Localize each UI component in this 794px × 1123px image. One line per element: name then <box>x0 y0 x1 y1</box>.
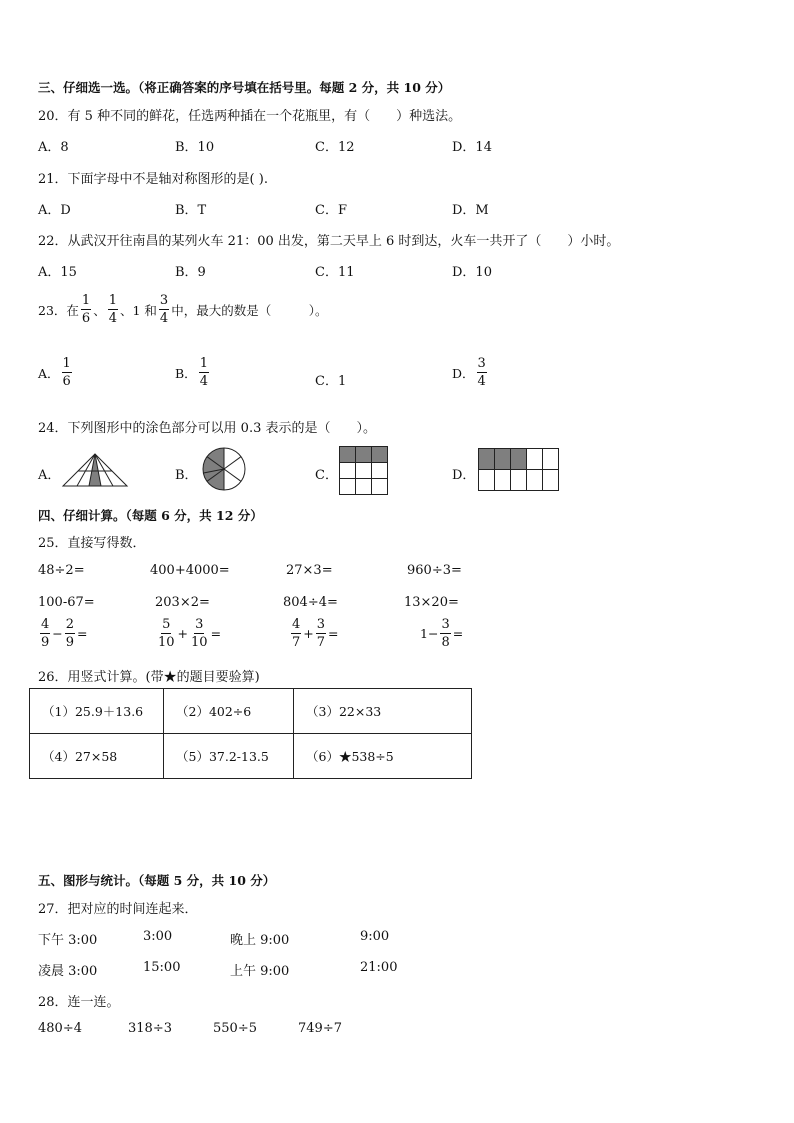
q20-option-d: D．14 <box>452 140 492 155</box>
q24-stem: 24．下列图形中的涂色部分可以用 0.3 表示的是（ ）。 <box>38 421 376 436</box>
q25-stem: 25．直接写得数． <box>38 536 146 551</box>
q26-cell-1: （1）25.9＋13.6 <box>30 689 164 734</box>
q27-r1-item1: 下午 3:00 <box>38 933 98 948</box>
q27-r2-item4: 21:00 <box>360 960 398 975</box>
q20-option-b: B．10 <box>175 140 215 155</box>
q28-stem: 28．连一连。 <box>38 995 120 1010</box>
q27-r1-item3: 晚上 9:00 <box>230 933 290 948</box>
q28-item-4: 749÷7 <box>298 1021 342 1036</box>
q20-option-c: C．12 <box>315 140 355 155</box>
q26-cell-5: （5）37.2-13.5 <box>164 734 294 779</box>
q24-label-b: B． <box>175 468 198 483</box>
q20-option-a: A．8 <box>38 140 69 155</box>
q25-r3-item2: $\frac{5}{10}$ + $\frac{3}{10}$ = <box>158 617 222 650</box>
q25-r3-item3: $\frac{4}{7}$ + $\frac{3}{7}$ = <box>292 617 339 650</box>
q26-cell-3: （3）22×33 <box>294 689 472 734</box>
q24-circle-figure <box>200 446 248 492</box>
q27-stem: 27．把对应的时间连起来． <box>38 902 198 917</box>
q23-option-c: C．1 <box>315 374 347 389</box>
q23-option-b-fraction: $\frac{1}{4}$ <box>199 356 208 389</box>
q23-option-d: D． $\frac{3}{4}$ <box>452 356 486 389</box>
q23-option-a: A． $\frac{1}{6}$ <box>38 356 71 389</box>
q25-r2-item4: 13×20= <box>404 595 459 610</box>
q24-label-d: D． <box>452 468 476 483</box>
q21-option-b: B．T <box>175 203 207 218</box>
q20-stem: 20．有 5 种不同的鲜花，任选两种插在一个花瓶里，有（ ）种选法。 <box>38 109 462 124</box>
q27-r1-item2: 3:00 <box>143 929 173 944</box>
q27-r2-item1: 凌晨 3:00 <box>38 964 98 979</box>
q22-option-b: B．9 <box>175 265 206 280</box>
q22-option-d: D．10 <box>452 265 492 280</box>
q25-r3-item4: 1− $\frac{3}{8}$ = <box>420 617 464 650</box>
q25-r2-item1: 100-67= <box>38 595 95 610</box>
q28-item-3: 550÷5 <box>213 1021 257 1036</box>
q26-stem: 26．用竖式计算。(带★的题目要验算) <box>38 670 260 685</box>
q28-item-1: 480÷4 <box>38 1021 82 1036</box>
q22-stem: 22．从武汉开往南昌的某列火车 21：00 出发，第二天早上 6 时到达，火车一共开了（ ）小时。 <box>38 234 620 249</box>
q24-grid-figure-c <box>339 446 389 496</box>
table-row <box>30 689 472 734</box>
q24-triangle-figure <box>60 452 130 488</box>
q24-grid-figure-d <box>478 448 560 492</box>
q24-label-a: A． <box>38 468 61 483</box>
q26-cell-4: （4）27×58 <box>30 734 164 779</box>
section-5-title: 五、图形与统计。（每题 5 分，共 10 分） <box>38 873 276 888</box>
q25-r1-item2: 400+4000= <box>150 563 230 578</box>
q21-option-d: D．M <box>452 203 489 218</box>
table-row <box>30 734 472 779</box>
q23-option-d-fraction: $\frac{3}{4}$ <box>477 356 486 389</box>
q26-cell-6: （6）★538÷5 <box>294 734 472 779</box>
q23-fraction-3: $\frac{3}{4}$ <box>159 293 169 326</box>
q25-r3-item1: $\frac{4}{9}$ − $\frac{2}{9}$ = <box>41 617 88 650</box>
q22-option-a: A．15 <box>38 265 77 280</box>
q25-r2-item3: 804÷4= <box>283 595 338 610</box>
q25-r1-item1: 48÷2= <box>38 563 85 578</box>
q27-r2-item2: 15:00 <box>143 960 181 975</box>
q23-fraction-2: $\frac{1}{4}$ <box>108 293 117 326</box>
q28-item-2: 318÷3 <box>128 1021 172 1036</box>
q23-option-b: B． $\frac{1}{4}$ <box>175 356 208 389</box>
q25-r1-item3: 27×3= <box>286 563 333 578</box>
q21-option-a: A．D <box>38 203 71 218</box>
q24-label-c: C． <box>315 468 338 483</box>
q21-stem: 21．下面字母中不是轴对称图形的是( ). <box>38 172 268 187</box>
q25-r1-item4: 960÷3= <box>407 563 462 578</box>
q27-r2-item3: 上午 9:00 <box>230 964 290 979</box>
q21-option-c: C．F <box>315 203 347 218</box>
q22-option-c: C．11 <box>315 265 355 280</box>
section-3-title: 三、仔细选一选。（将正确答案的序号填在括号里。每题 2 分，共 10 分） <box>38 80 451 95</box>
q23-option-a-fraction: $\frac{1}{6}$ <box>62 356 71 389</box>
q23-fraction-1: $\frac{1}{6}$ <box>81 293 91 326</box>
section-4-title: 四、仔细计算。（每题 6 分，共 12 分） <box>38 508 263 523</box>
q26-vertical-calc-table <box>29 688 472 779</box>
q27-r1-item4: 9:00 <box>360 929 390 944</box>
q26-cell-2: （2）402÷6 <box>164 689 294 734</box>
q23-stem: 23．在 $\frac{1}{6}$ 、 $\frac{1}{4}$ 、1 和 $\frac{3}{4}$ 中，最大的数是（ ）。 <box>38 293 328 326</box>
q25-r2-item2: 203×2= <box>155 595 210 610</box>
